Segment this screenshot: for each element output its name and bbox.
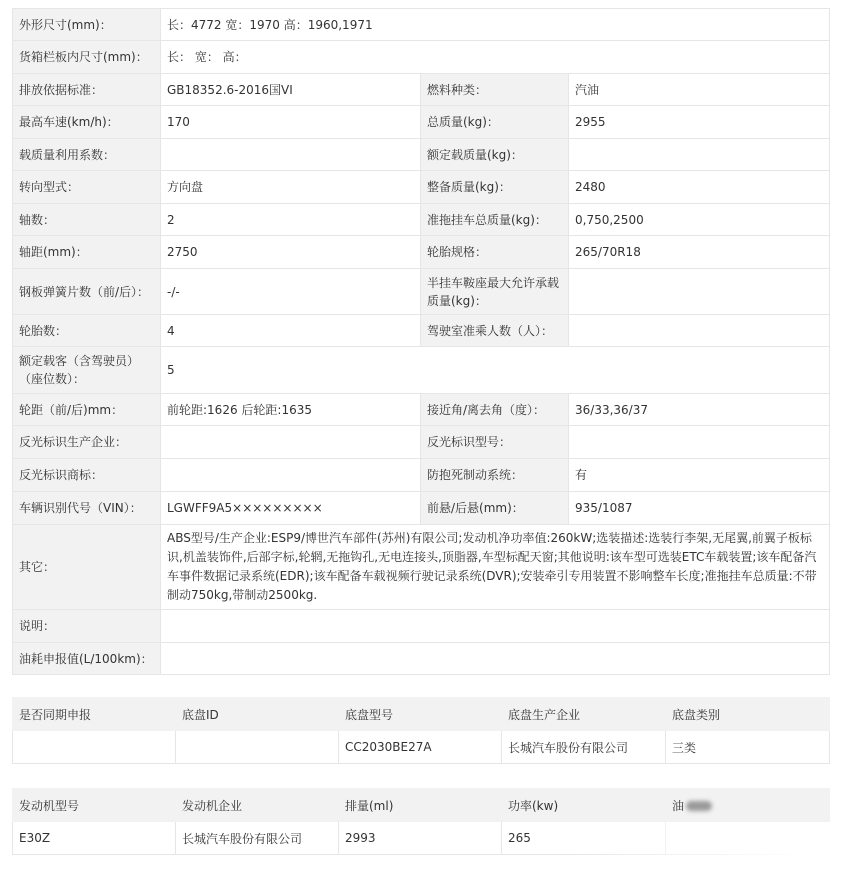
chassis-table [12,697,830,764]
spec-row [13,269,830,315]
passengers-value: 5 [161,347,830,394]
cargo-dim-label: 货箱栏板内尺寸(mm)： [13,41,161,74]
spec-row [13,315,830,347]
chassis-header-class: 底盘类别 [666,698,830,731]
spec-row [13,394,830,426]
wheelbase-label: 轴距(mm)： [13,236,161,269]
engine-header-fuel [666,789,830,822]
engine-header-displacement: 排量(ml) [339,789,502,822]
obscured-text-blur [686,801,712,811]
spec-row [13,74,830,106]
emission-value: GB18352.6-2016国VI [161,74,421,106]
fuel-label: 燃料种类： [421,74,569,106]
steering-value: 方向盘 [161,171,421,204]
bottom-right-fade-overlay [560,822,852,875]
rated-load-label: 额定载质量(kg)： [421,139,569,171]
spec-row [13,204,830,236]
other-value: ABS型号/生产企业:ESP9/博世汽车部件(苏州)有限公司;发动机净功率值:260kW;选装描述:选装行李架,无尾翼,前翼子板标识,机盖装饰件,后部字标,轮辋,无拖钩孔,无电连接头,顶脂器,车型标配天窗;其他说明:该车型可选装ETC车载装置;该车配备汽车事件数据记录系统(EDR);该车配备车载视频行驶记录系统(DVR);安装牵引专用装置不影响整车长度;准拖挂车总质量:不带制动750kg,带制动2500kg. [161,525,830,610]
engine-maker-value: 长城汽车股份有限公司 [176,822,339,855]
angle-value: 36/33,36/37 [569,394,830,426]
gross-mass-label: 总质量(kg)： [421,106,569,139]
reflector-maker-label: 反光标识生产企业： [13,426,161,459]
engine-header-maker: 发动机企业 [176,789,339,822]
spec-row [13,236,830,269]
spec-row [13,643,830,675]
spec-row [13,139,830,171]
curb-mass-label: 整备质量(kg)： [421,171,569,204]
reflector-maker-value [161,426,421,459]
engine-header-row [13,789,830,822]
tire-spec-label: 轮胎规格： [421,236,569,269]
spec-row [13,106,830,139]
chassis-model-value: CC2030BE27A [339,731,502,764]
other-label: 其它： [13,525,161,610]
tire-spec-value: 265/70R18 [569,236,830,269]
chassis-sync-value [13,731,176,764]
chassis-row [13,731,830,764]
engine-model-value: E30Z [13,822,176,855]
fuel-consumption-value [161,643,830,675]
load-util-value [161,139,421,171]
saddle-load-value [569,269,830,315]
spec-row [13,9,830,41]
abs-value: 有 [569,459,830,492]
wheelbase-value: 2750 [161,236,421,269]
tire-count-value: 4 [161,315,421,347]
tire-count-label: 轮胎数： [13,315,161,347]
spec-row [13,426,830,459]
saddle-load-label: 半挂车鞍座最大允许承载质量(kg)： [421,269,569,315]
spec-row [13,525,830,610]
track-label: 轮距（前/后)mm： [13,394,161,426]
track-value: 前轮距:1626 后轮距:1635 [161,394,421,426]
fuel-consumption-label: 油耗申报值(L/100km)： [13,643,161,675]
engine-displacement-value: 2993 [339,822,502,855]
chassis-class-value: 三类 [666,731,830,764]
cab-passengers-label: 驾驶室准乘人数（人）： [421,315,569,347]
chassis-header-id: 底盘ID [176,698,339,731]
outer-dim-value: 长：4772 宽：1970 高：1960,1971 [161,9,830,41]
vehicle-spec-table [12,8,830,675]
reflector-model-label: 反光标识型号： [421,426,569,459]
chassis-maker-value: 长城汽车股份有限公司 [502,731,666,764]
overhang-value: 935/1087 [569,492,830,525]
passengers-label: 额定载客（含驾驶员）（座位数）： [13,347,161,394]
cargo-dim-value: 长： 宽： 高： [161,41,830,74]
vin-value: LGWFF9A5××××××××× [161,492,421,525]
leaf-spring-label: 钢板弹簧片数（前/后）： [13,269,161,315]
spec-row [13,492,830,525]
tow-mass-value: 0,750,2500 [569,204,830,236]
note-label: 说明： [13,610,161,643]
chassis-header-model: 底盘型号 [339,698,502,731]
reflector-model-value [569,426,830,459]
chassis-header-sync: 是否同期申报 [13,698,176,731]
engine-header-power: 功率(kw) [502,789,666,822]
curb-mass-value: 2480 [569,171,830,204]
engine-header-fuel-text: 油 [672,798,685,813]
angle-label: 接近角/离去角（度）： [421,394,569,426]
overhang-label: 前悬/后悬(mm)： [421,492,569,525]
emission-label: 排放依据标准： [13,74,161,106]
reflector-brand-label: 反光标识商标： [13,459,161,492]
speed-label: 最高车速(km/h)： [13,106,161,139]
steering-label: 转向型式： [13,171,161,204]
spec-row [13,41,830,74]
speed-value: 170 [161,106,421,139]
spec-row [13,347,830,394]
spec-row [13,171,830,204]
abs-label: 防抱死制动系统： [421,459,569,492]
axles-value: 2 [161,204,421,236]
rated-load-value [569,139,830,171]
load-util-label: 载质量利用系数： [13,139,161,171]
tow-mass-label: 准拖挂车总质量(kg)： [421,204,569,236]
fuel-value: 汽油 [569,74,830,106]
outer-dim-label: 外形尺寸(mm)： [13,9,161,41]
note-value [161,610,830,643]
cab-passengers-value [569,315,830,347]
vin-label: 车辆识别代号（VIN）： [13,492,161,525]
reflector-brand-value [161,459,421,492]
engine-power-value: 265 [502,822,666,855]
gross-mass-value: 2955 [569,106,830,139]
spec-row [13,610,830,643]
chassis-header-row [13,698,830,731]
spec-row [13,459,830,492]
chassis-id-value [176,731,339,764]
axles-label: 轴数： [13,204,161,236]
chassis-header-maker: 底盘生产企业 [502,698,666,731]
leaf-spring-value: -/- [161,269,421,315]
engine-header-model: 发动机型号 [13,789,176,822]
